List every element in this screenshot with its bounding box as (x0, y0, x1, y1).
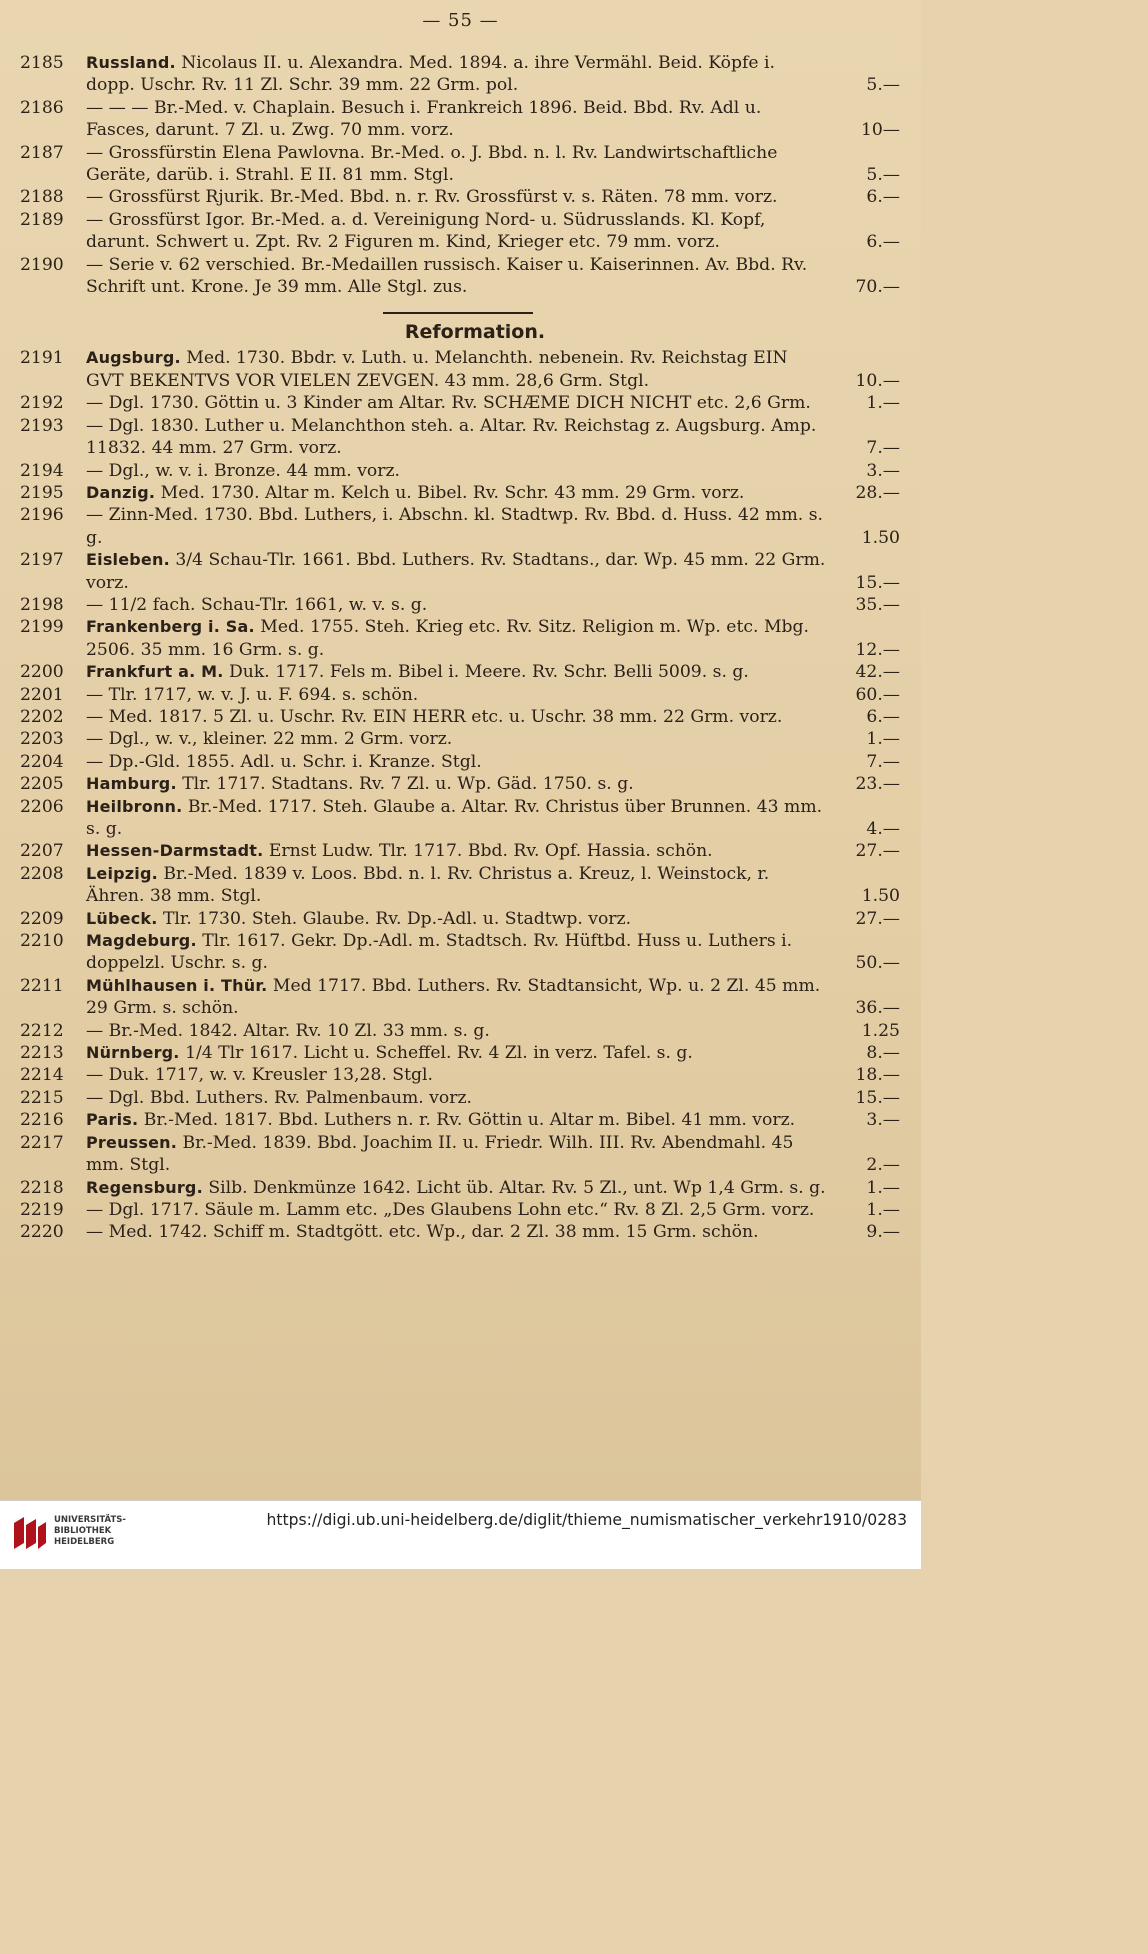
lot-price: 50.— (855, 953, 900, 974)
lot-number: 2190 (20, 254, 64, 275)
lot-description (86, 52, 828, 97)
lot-description (86, 773, 828, 795)
catalog-entry (20, 1064, 900, 1086)
lot-text: Med. 1730. Bbdr. v. Luth. u. Melanchth. nebenein. Rv. Reichstag EIN GVT BEKENTVS VOR VIELEN ZEVGEN. 43 mm. 28,6 Grm. Stgl. (86, 348, 788, 391)
lot-description (86, 347, 828, 392)
lot-description (86, 706, 828, 728)
section-divider (383, 312, 533, 314)
catalog-entry (20, 347, 900, 392)
catalog-entry (20, 773, 900, 795)
lot-text: Br.-Med. 1717. Steh. Glaube a. Altar. Rv. Christus über Brunnen. 43 mm. s. g. (86, 796, 823, 839)
lot-number: 2196 (20, 505, 64, 526)
lot-text: — Serie v. 62 verschied. Br.-Medaillen russisch. Kaiser u. Kaiserinnen. Av. Bbd. Rv. Schrift unt. Krone. Je 39 mm. Alle Stgl. zus. (86, 254, 808, 298)
lot-number: 2212 (20, 1020, 64, 1041)
lot-number: 2209 (20, 908, 64, 929)
page-number: — 55 — (422, 10, 499, 31)
lot-text: — Dgl. 1730. Göttin u. 3 Kinder am Altar. Rv. SCHÆME DICH NICHT etc. 2,6 Grm. (86, 393, 811, 414)
lot-location: Heilbronn. (86, 796, 183, 816)
catalog-entry (20, 142, 900, 187)
lot-number: 2204 (20, 751, 64, 772)
lot-text: Med 1717. Bbd. Luthers. Rv. Stadtansicht, Wp. u. 2 Zl. 45 mm. 29 Grm. s. schön. (86, 975, 821, 1019)
lot-description (86, 1042, 828, 1064)
catalog-entry (20, 930, 900, 975)
lot-number: 2198 (20, 594, 64, 615)
entries-russia (20, 52, 900, 298)
lot-number: 2219 (20, 1199, 64, 1220)
lot-text: — Duk. 1717, w. v. Kreusler 13,28. Stgl. (86, 1065, 433, 1086)
lot-number: 2201 (20, 684, 64, 705)
lot-description (86, 460, 828, 482)
lot-text: — 11/2 fach. Schau-Tlr. 1661, w. v. s. g. (86, 594, 428, 615)
lot-text: Duk. 1717. Fels m. Bibel i. Meere. Rv. Schr. Belli 5009. s. g. (229, 662, 749, 683)
lot-number: 2192 (20, 393, 64, 414)
lot-text: Tlr. 1730. Steh. Glaube. Rv. Dp.-Adl. u. Stadtwp. vorz. (162, 908, 632, 929)
lot-price: 35.— (855, 594, 900, 615)
lot-text: — Dgl., w. v. i. Bronze. 44 mm. vorz. (86, 460, 401, 481)
lot-text: — Med. 1817. 5 Zl. u. Uschr. Rv. EIN HERR etc. u. Uschr. 38 mm. 22 Grm. vorz. (86, 706, 783, 727)
lot-price: 36.— (855, 998, 900, 1019)
catalog-entry (20, 1020, 900, 1042)
lot-description (86, 504, 828, 549)
catalog-entry (20, 661, 900, 683)
catalog-entry (20, 549, 900, 594)
lot-price: 12.— (855, 639, 900, 660)
lot-text: Med. 1755. Steh. Krieg etc. Rv. Sitz. Religion m. Wp. etc. Mbg. 2506. 35 mm. 16 Grm. s. g. (86, 617, 810, 660)
lot-text: — Tlr. 1717, w. v. J. u. F. 694. s. schön. (86, 684, 419, 705)
catalog-entry (20, 1177, 900, 1199)
lot-number: 2213 (20, 1043, 64, 1064)
lot-number: 2203 (20, 729, 64, 750)
lot-price: 10.— (855, 370, 900, 391)
lot-number: 2189 (20, 209, 64, 230)
lot-price: 1.— (866, 393, 900, 414)
lot-description (86, 840, 828, 862)
lot-price: 1.— (866, 729, 900, 750)
lot-number: 2202 (20, 706, 64, 727)
lot-number: 2199 (20, 617, 64, 638)
lot-location: Hamburg. (86, 774, 177, 794)
section-heading: Reformation. (404, 321, 546, 344)
footer-bar (0, 1500, 921, 1569)
lot-location: Augsburg. (86, 348, 181, 368)
lot-text: Br.-Med. 1839. Bbd. Joachim II. u. Friedr. Wilh. III. Rv. Abendmahl. 45 mm. Stgl. (86, 1132, 794, 1176)
lot-price: 28.— (855, 482, 900, 503)
lot-number: 2218 (20, 1177, 64, 1198)
catalog-entry (20, 796, 900, 841)
lot-price: 4.— (866, 819, 900, 839)
lot-description (86, 1109, 828, 1131)
catalog-entry (20, 392, 900, 414)
lot-price: 18.— (855, 1065, 900, 1086)
catalog-entry (20, 460, 900, 482)
catalog-entry (20, 706, 900, 728)
lot-price: 7.— (866, 751, 900, 772)
lot-description (86, 482, 828, 504)
lot-number: 2210 (20, 931, 64, 952)
lot-description (86, 254, 828, 299)
catalog-entry (20, 840, 900, 862)
lot-location: Mühlhausen i. Thür. (86, 975, 268, 995)
catalog-entry (20, 594, 900, 616)
catalog-entry (20, 751, 900, 773)
lot-price: 6.— (866, 187, 900, 208)
lot-price: 27.— (855, 841, 900, 862)
lot-description (86, 142, 828, 187)
catalog-entry (20, 504, 900, 549)
lot-description (86, 863, 828, 908)
lot-number: 2185 (20, 53, 64, 73)
lot-text: 3/4 Schau-Tlr. 1661. Bbd. Luthers. Rv. Stadtans., dar. Wp. 45 mm. 22 Grm. vorz. (86, 550, 826, 593)
lot-location: Eisleben. (86, 550, 170, 570)
lot-text: — Dgl. 1830. Luther u. Melanchthon steh. a. Altar. Rv. Reichstag z. Augsburg. Amp. 11832. 44 mm. 27 Grm. vorz. (86, 415, 817, 459)
lot-description (86, 392, 828, 414)
lot-price: 3.— (866, 460, 900, 481)
lot-price: 8.— (866, 1043, 900, 1064)
lot-number: 2214 (20, 1065, 64, 1086)
lot-number: 2188 (20, 187, 64, 208)
lot-description (86, 1020, 828, 1042)
lot-text: Med. 1730. Altar m. Kelch u. Bibel. Rv. Schr. 43 mm. 29 Grm. vorz. (160, 482, 745, 503)
catalog-list (20, 52, 900, 1244)
lot-description (86, 415, 828, 460)
lot-number: 2194 (20, 460, 64, 481)
lot-text: Tlr. 1617. Gekr. Dp.-Adl. m. Stadtsch. Rv. Hüftbd. Huss u. Luthers i. doppelzl. Uschr. s. g. (86, 931, 793, 974)
lot-price: 9.— (866, 1222, 900, 1243)
lot-price: 1.50 (861, 886, 900, 907)
lot-description (86, 796, 828, 841)
lot-location: Russland. (86, 53, 176, 72)
lot-number: 2193 (20, 415, 64, 436)
lot-price: 1.— (866, 1199, 900, 1220)
lot-number: 2215 (20, 1087, 64, 1108)
catalog-entry (20, 254, 900, 299)
lot-number: 2205 (20, 774, 64, 795)
lot-price: 3.— (866, 1110, 900, 1131)
lot-text: — Zinn-Med. 1730. Bbd. Luthers, i. Abschn. kl. Stadtwp. Rv. Bbd. d. Huss. 42 mm. s. g. (86, 505, 824, 548)
lot-description (86, 1199, 828, 1221)
lot-location: Danzig. (86, 482, 156, 502)
lot-price: 5.— (866, 75, 900, 96)
lot-text: 1/4 Tlr 1617. Licht u. Scheffel. Rv. 4 Zl. in verz. Tafel. s. g. (185, 1043, 693, 1064)
lot-location: Paris. (86, 1110, 139, 1130)
lot-text: — Dgl., w. v., kleiner. 22 mm. 2 Grm. vorz. (86, 729, 453, 750)
lot-description (86, 616, 828, 661)
lot-location: Nürnberg. (86, 1043, 180, 1063)
lot-number: 2186 (20, 97, 64, 118)
lot-number: 2216 (20, 1110, 64, 1131)
lot-text: Nicolaus II. u. Alexandra. Med. 1894. a. ihre Vermähl. Beid. Köpfe i. dopp. Uschr. Rv. 11 Zl. Schr. 39 mm. 22 Grm. pol. (86, 53, 775, 96)
lot-text: — Br.-Med. 1842. Altar. Rv. 10 Zl. 33 mm. s. g. (86, 1020, 490, 1041)
lot-price: 1.50 (861, 527, 900, 548)
lot-location: Lübeck. (86, 908, 158, 928)
catalog-entry (20, 908, 900, 930)
lot-price: 15.— (855, 572, 900, 593)
lot-description (86, 751, 828, 773)
catalog-entry (20, 1087, 900, 1109)
lot-text: Tlr. 1717. Stadtans. Rv. 7 Zl. u. Wp. Gäd. 1750. s. g. (182, 774, 634, 795)
catalog-entry (20, 616, 900, 661)
lot-text: — Grossfürstin Elena Pawlovna. Br.-Med. o. J. Bbd. n. l. Rv. Landwirtschaftliche Geräte, darüb. i. Strahl. E II. 81 mm. Stgl. (86, 142, 778, 186)
lot-location: Leipzig. (86, 863, 158, 883)
lot-number: 2217 (20, 1132, 64, 1153)
lot-number: 2211 (20, 975, 64, 996)
lot-text: Br.-Med. 1839 v. Loos. Bbd. n. l. Rv. Christus a. Kreuz, l. Weinstock, r. Ähren. 38 mm. Stgl. (86, 863, 770, 907)
lot-location: Magdeburg. (86, 931, 197, 951)
catalog-entry (20, 52, 900, 97)
catalog-entry (20, 415, 900, 460)
lot-price: 23.— (855, 774, 900, 795)
catalog-entry (20, 728, 900, 750)
entries-reformation (20, 347, 900, 1243)
catalog-entry (20, 1132, 900, 1177)
lot-text: — — — Br.-Med. v. Chaplain. Besuch i. Frankreich 1896. Beid. Bbd. Rv. Adl u. Fasces, darunt. 7 Zl. u. Zwg. 70 mm. vorz. (86, 97, 762, 141)
lot-price: 42.— (855, 662, 900, 683)
lot-description (86, 930, 828, 975)
catalog-entry (20, 1042, 900, 1064)
lot-number: 2220 (20, 1222, 64, 1243)
lot-price: 60.— (855, 684, 900, 705)
lot-price: 27.— (855, 908, 900, 929)
lot-number: 2200 (20, 662, 64, 683)
catalog-entry (20, 1109, 900, 1131)
catalog-entry (20, 975, 900, 1020)
catalog-entry (20, 684, 900, 706)
lot-description (86, 1132, 828, 1177)
lot-price: 10— (860, 120, 900, 141)
lot-text: Silb. Denkmünze 1642. Licht üb. Altar. Rv. 5 Zl., unt. Wp 1,4 Grm. s. g. (208, 1177, 826, 1198)
lot-text: — Dgl. 1717. Säule m. Lamm etc. „Des Glaubens Lohn etc.“ Rv. 8 Zl. 2,5 Grm. vorz. (86, 1199, 815, 1220)
lot-price: 1.— (866, 1177, 900, 1198)
lot-price: 15.— (855, 1087, 900, 1108)
lot-text: — Grossfürst Rjurik. Br.-Med. Bbd. n. r. Rv. Grossfürst v. s. Räten. 78 mm. vorz. (86, 187, 778, 208)
lot-text: Ernst Ludw. Tlr. 1717. Bbd. Rv. Opf. Hassia. schön. (268, 841, 713, 862)
lot-description (86, 975, 828, 1020)
lot-description (86, 209, 828, 254)
lot-description (86, 97, 828, 142)
lot-location: Regensburg. (86, 1177, 203, 1197)
catalog-entry (20, 863, 900, 908)
lot-description (86, 186, 828, 208)
lot-description (86, 549, 828, 594)
lot-price: 7.— (866, 438, 900, 459)
lot-number: 2195 (20, 482, 64, 503)
lot-text: — Dgl. Bbd. Luthers. Rv. Palmenbaum. vorz. (86, 1087, 472, 1108)
lot-description (86, 1221, 828, 1243)
lot-description (86, 1064, 828, 1086)
lot-description (86, 661, 828, 683)
lot-description (86, 594, 828, 616)
lot-location: Hessen-Darmstadt. (86, 841, 264, 861)
lot-price: 6.— (866, 706, 900, 727)
lot-number: 2206 (20, 796, 64, 817)
catalog-entry (20, 97, 900, 142)
lot-description (86, 1177, 828, 1199)
catalog-entry (20, 1221, 900, 1243)
lot-price: 2.— (866, 1155, 900, 1176)
lot-location: Preussen. (86, 1132, 178, 1152)
lot-description (86, 908, 828, 930)
lot-text: — Dp.-Gld. 1855. Adl. u. Schr. i. Kranze. Stgl. (86, 751, 482, 772)
catalog-entry (20, 186, 900, 208)
catalog-entry (20, 482, 900, 504)
lot-price: 1.25 (861, 1020, 900, 1041)
lot-description (86, 728, 828, 750)
lot-text: Br.-Med. 1817. Bbd. Luthers n. r. Rv. Göttin u. Altar m. Bibel. 41 mm. vorz. (143, 1110, 796, 1131)
university-library-logo-icon (10, 1513, 50, 1553)
lot-text: — Med. 1742. Schiff m. Stadtgött. etc. Wp., dar. 2 Zl. 38 mm. 15 Grm. schön. (86, 1222, 759, 1243)
lot-text: — Grossfürst Igor. Br.-Med. a. d. Vereinigung Nord- u. Südrusslands. Kl. Kopf, darunt. Schwert u. Zpt. Rv. 2 Figuren m. Kind, Krieger etc. 79 mm. vorz. (86, 209, 766, 253)
lot-location: Frankenberg i. Sa. (86, 617, 255, 637)
lot-description (86, 1087, 828, 1109)
catalog-entry (20, 1199, 900, 1221)
lot-number: 2207 (20, 841, 64, 862)
lot-number: 2197 (20, 550, 64, 571)
lot-price: 6.— (866, 232, 900, 253)
catalog-entry (20, 209, 900, 254)
lot-price: 70.— (855, 277, 900, 298)
lot-price: 5.— (866, 165, 900, 186)
lot-number: 2208 (20, 863, 64, 884)
lot-location: Frankfurt a. M. (86, 662, 224, 682)
lot-description (86, 684, 828, 706)
source-url-link[interactable]: https://digi.ub.uni-heidelberg.de/diglit/thieme_numismatischer_verkehr1910/0283 (266, 1511, 907, 1529)
lot-number: 2191 (20, 348, 64, 369)
library-name: UNIVERSITÄTS-BIBLIOTHEK HEIDELBERG (54, 1515, 126, 1547)
lot-number: 2187 (20, 142, 64, 163)
